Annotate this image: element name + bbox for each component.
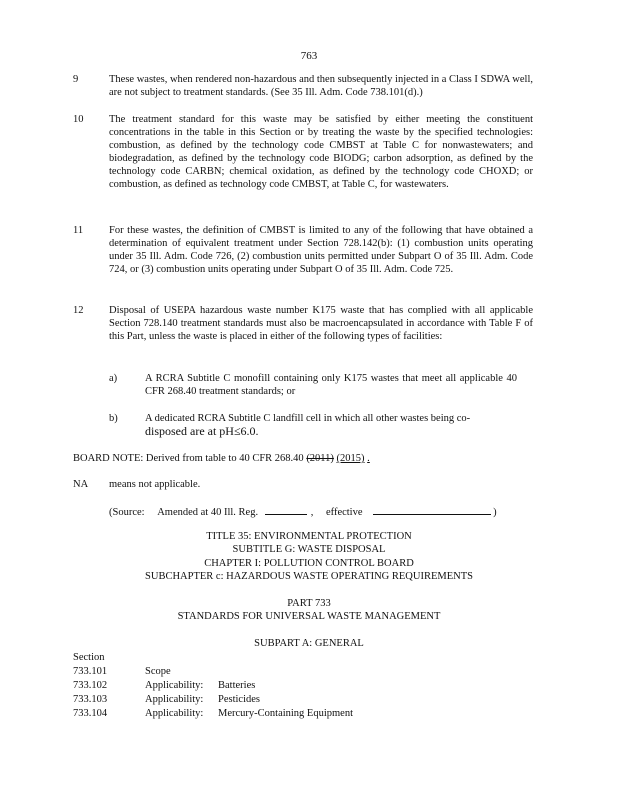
- subitem-text: A dedicated RCRA Subtitle C landfill cell in which all other wastes being co-: [145, 413, 471, 424]
- subtitle-heading: SUBTITLE G: WASTE DISPOSAL: [232, 544, 386, 555]
- subitem-label: a): [109, 373, 118, 384]
- note-text: The treatment standard for this waste may be satisfied by either meeting the constituent concentrations in the table in this Section or by treating the waste by the specified technologies: combustion, as defined by the technology code CMBST at Table C for nonwastewaters; and biodegradation, as defined by the technology code BIODG; carbon adsorption, as defined by the technology code CARBN; chemical oxidation, as defined by the technology code CHOXD; or combustion, as defined as technology code CMBST, at Table C, for wastewaters.: [109, 114, 533, 190]
- source-close: ): [493, 507, 497, 518]
- effective-date-blank: [373, 504, 491, 515]
- toc-section-number: 733.103: [73, 694, 108, 705]
- toc-section-subject: Batteries: [218, 680, 256, 691]
- toc-section-title: Applicability:: [145, 694, 204, 705]
- subitem-text: A RCRA Subtitle C monofill containing only K175 wastes that meet all applicable 40 CFR 268.40 treatment standards; or: [145, 373, 517, 397]
- toc-section-number: 733.102: [73, 680, 108, 691]
- part-title: STANDARDS FOR UNIVERSAL WASTE MANAGEMENT: [177, 611, 441, 622]
- subitem-text-continued: disposed are at pH≤6.0.: [145, 424, 259, 438]
- note-text: These wastes, when rendered non-hazardous and then subsequently injected in a Class I SDWA well, are not subject to treatment standards. (See 35 Ill. Adm. Code 738.101(d).): [109, 74, 533, 98]
- subitem-label: b): [109, 413, 118, 424]
- note-number: 10: [73, 114, 84, 125]
- title-heading: TITLE 35: ENVIRONMENTAL PROTECTION: [206, 531, 412, 542]
- board-note-text: BOARD NOTE: Derived from table to 40 CFR 268.40: [73, 453, 304, 464]
- deleted-text: (2011): [306, 453, 334, 464]
- subpart-heading: SUBPART A: GENERAL: [254, 638, 364, 649]
- note-number: 12: [73, 305, 84, 316]
- note-text: Disposal of USEPA hazardous waste number K175 waste that has complied with all applicable Section 728.140 treatment standards must also be macroencapsulated in accordance with Table F of this Part, unless the waste is placed in either of the following types of facilities:: [109, 305, 533, 342]
- toc-header: Section: [73, 652, 105, 663]
- part-heading: PART 733: [287, 598, 331, 609]
- register-page-blank: [265, 504, 307, 515]
- board-note-period: .: [367, 453, 370, 464]
- na-definition: means not applicable.: [109, 479, 201, 490]
- toc-section-title: Applicability:: [145, 708, 204, 719]
- inserted-text: (2015): [336, 453, 365, 464]
- subchapter-heading: SUBCHAPTER c: HAZARDOUS WASTE OPERATING REQUIREMENTS: [145, 571, 473, 582]
- page-number: 763: [300, 50, 318, 62]
- na-abbreviation: NA: [73, 479, 89, 490]
- toc-section-subject: Mercury-Containing Equipment: [218, 708, 354, 719]
- note-number: 9: [73, 74, 79, 85]
- source-text: Amended at 40 Ill. Reg.: [157, 507, 259, 518]
- toc-section-number: 733.104: [73, 708, 108, 719]
- toc-section-number: 733.101: [73, 666, 108, 677]
- toc-section-title: Scope: [145, 666, 171, 677]
- effective-label: effective: [325, 507, 363, 518]
- board-note: [73, 452, 370, 465]
- source-open: (Source:: [109, 507, 145, 518]
- note-number: 11: [73, 225, 84, 236]
- note-text: For these wastes, the definition of CMBST is limited to any of the following that have obtained a determination of equivalent treatment under Section 728.142(b): (1) combustion units operating under 35 Ill. Adm. Code 726, (2) combustion units permitted under Subpart O of 35 Ill. Adm. Code 724, or (3) combustion units operating under Subpart O of 35 Ill. Adm. Code 725.: [109, 225, 533, 275]
- toc-section-title: Applicability:: [145, 680, 204, 691]
- source-note: (Source: Amended at 40 Ill. Reg. , effective ): [109, 504, 497, 519]
- chapter-heading: CHAPTER I: POLLUTION CONTROL BOARD: [204, 558, 414, 569]
- toc-section-subject: Pesticides: [218, 694, 260, 705]
